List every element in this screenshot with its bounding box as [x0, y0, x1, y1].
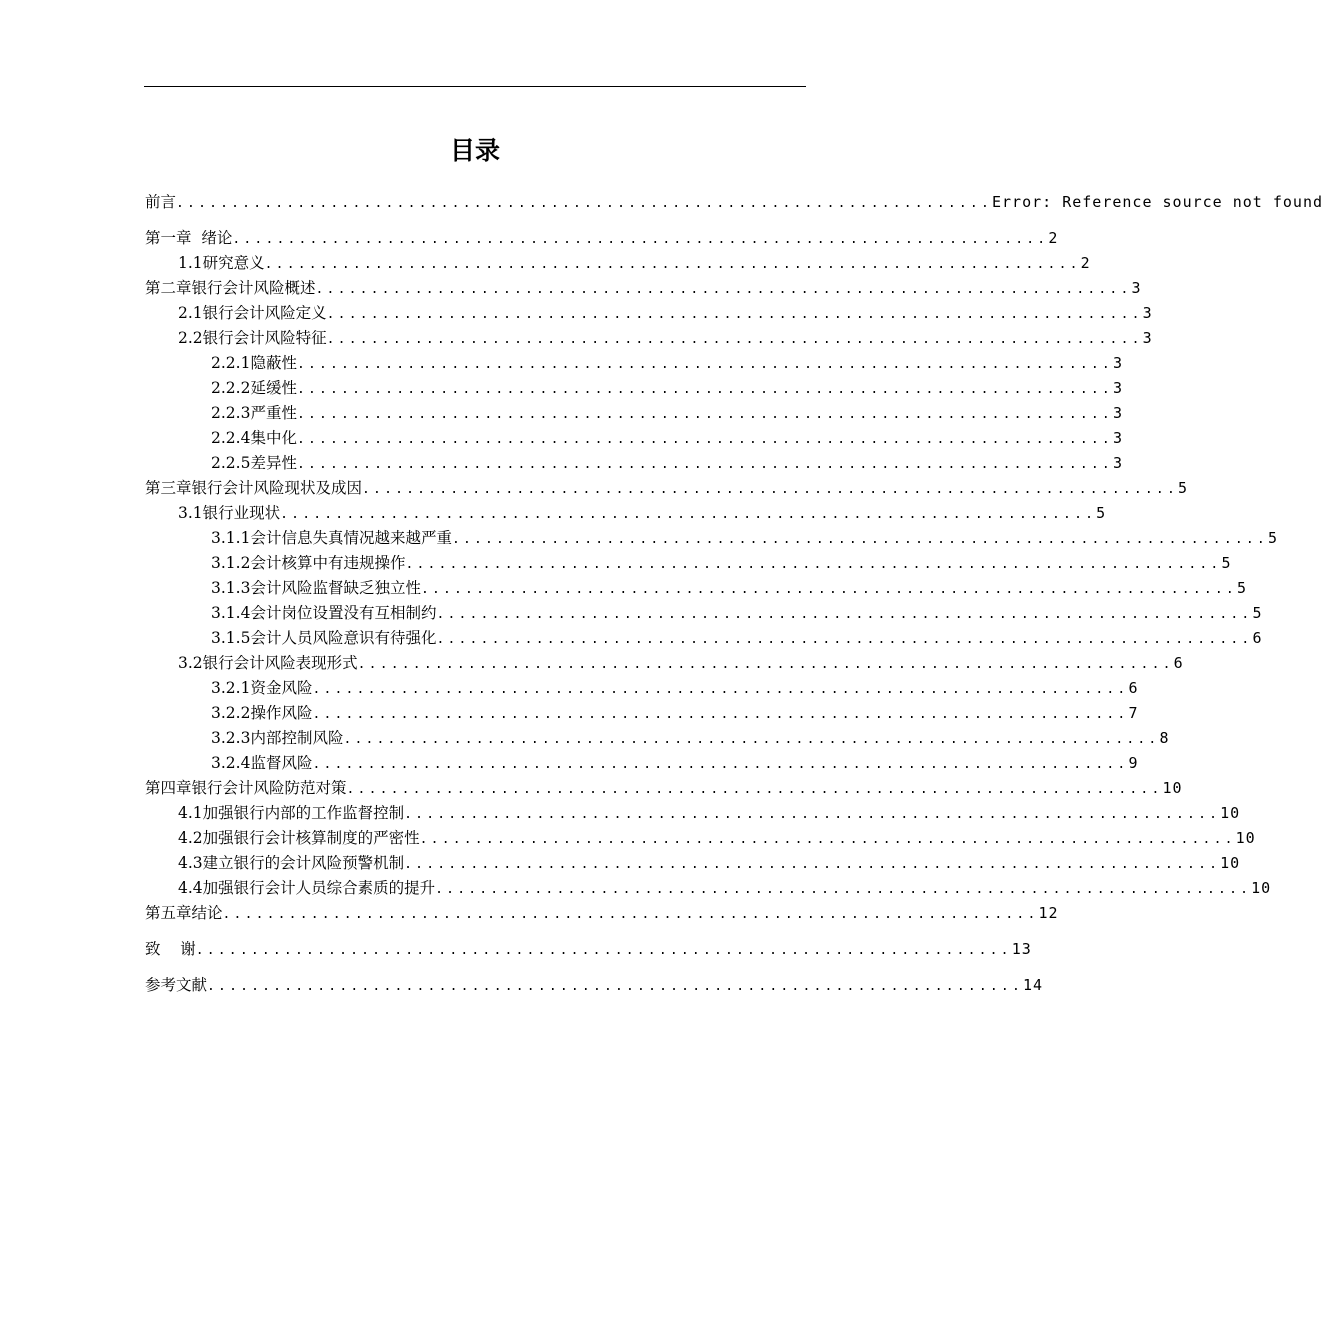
toc-entry-text: 4.3建立银行的会计风险预警机制	[178, 854, 405, 872]
toc-leader: ..........................................................................	[264, 257, 1081, 272]
toc-entry-text: 3.1.1会计信息失真情况越来越严重	[211, 529, 452, 547]
toc-entry[interactable]	[145, 726, 1170, 751]
toc-leader: ..........................................................................	[222, 907, 1039, 922]
toc-entry[interactable]	[145, 801, 1241, 826]
toc-entry[interactable]	[145, 451, 1123, 476]
toc-entry-page: 5	[1252, 604, 1263, 622]
toc-entry[interactable]	[145, 901, 1059, 926]
toc-entry-page: 5	[1236, 579, 1247, 597]
toc-entry-page: 5	[1178, 479, 1189, 497]
toc-entry-page: 13	[1011, 940, 1032, 958]
toc-entry-page: 5	[1096, 504, 1107, 522]
toc-leader: ..........................................................................	[207, 979, 1023, 994]
toc-entry[interactable]	[145, 826, 1256, 851]
toc-entry-page: 10	[1235, 829, 1256, 847]
toc-entry-text: 第四章银行会计风险防范对策	[145, 779, 347, 797]
toc-entry[interactable]	[145, 701, 1139, 726]
toc-leader: ..........................................................................	[195, 943, 1012, 958]
toc-entry-text: 致 谢	[145, 940, 196, 958]
toc-entry[interactable]	[145, 626, 1263, 651]
toc-entry-page: 3	[1142, 329, 1153, 347]
toc-entry-text: 2.2.1隐蔽性	[211, 354, 297, 372]
toc-entry[interactable]	[145, 226, 1059, 251]
toc-leader: ..........................................................................	[296, 382, 1113, 397]
toc-entry-text: 2.2.4集中化	[211, 429, 297, 447]
toc-entry-page: 2	[1080, 254, 1091, 272]
toc-entry-page: 3	[1112, 379, 1123, 397]
toc-entry[interactable]	[145, 576, 1247, 601]
toc-leader: ..........................................................................	[405, 557, 1222, 572]
toc-leader: ..........................................................................	[436, 632, 1253, 647]
toc-entry-text: 4.4加强银行会计人员综合素质的提升	[178, 879, 436, 897]
toc-entry-text: 3.2.4监督风险	[211, 754, 313, 772]
toc-entry[interactable]	[145, 526, 1278, 551]
toc-entry-text: 前言	[145, 193, 177, 211]
toc-leader: ..........................................................................	[404, 807, 1221, 822]
toc-entry-text: 2.2银行会计风险特征	[178, 329, 327, 347]
toc-entry[interactable]	[145, 676, 1139, 701]
toc-entry[interactable]	[145, 476, 1189, 501]
toc-entry[interactable]	[145, 190, 1323, 215]
toc-entry[interactable]	[145, 301, 1153, 326]
toc-entry-text: 3.1.5会计人员风险意识有待强化	[211, 629, 437, 647]
toc-entry-page: Error: Reference source not found	[992, 193, 1323, 211]
toc-leader: ..........................................................................	[435, 882, 1252, 897]
toc-entry-text: 3.1.3会计风险监督缺乏独立性	[211, 579, 421, 597]
toc-entry[interactable]	[145, 426, 1123, 451]
toc-leader: ..........................................................................	[326, 332, 1143, 347]
toc-entry-page: 2	[1048, 229, 1059, 247]
toc-leader: ..........................................................................	[312, 757, 1129, 772]
toc-entry-page: 6	[1173, 654, 1184, 672]
toc-entry-page: 3	[1131, 279, 1142, 297]
toc-entry[interactable]	[145, 973, 1044, 998]
toc-entry-text: 第三章银行会计风险现状及成因	[145, 479, 363, 497]
toc-entry-page: 8	[1159, 729, 1170, 747]
toc-entry-page: 3	[1112, 429, 1123, 447]
toc-entry-page: 6	[1252, 629, 1263, 647]
toc-entry-page: 9	[1128, 754, 1139, 772]
toc-leader: ..........................................................................	[312, 682, 1129, 697]
toc-entry-text: 2.2.3严重性	[211, 404, 297, 422]
toc-leader: ..........................................................................	[362, 482, 1178, 497]
toc-leader: ..........................................................................	[357, 657, 1174, 672]
toc-leader: ..........................................................................	[312, 707, 1129, 722]
toc-entry-page: 3	[1112, 354, 1123, 372]
toc-entry[interactable]	[145, 776, 1183, 801]
toc-entry-text: 第五章结论	[145, 904, 223, 922]
toc-entry-text: 2.2.2延缓性	[211, 379, 297, 397]
toc-leader: ..........................................................................	[296, 432, 1113, 447]
toc-entry-text: 第二章银行会计风险概述	[145, 279, 316, 297]
toc-leader: ..........................................................................	[315, 282, 1132, 297]
toc-entry[interactable]	[145, 851, 1241, 876]
toc-leader: ..........................................................................	[296, 457, 1113, 472]
toc-entry[interactable]	[145, 651, 1184, 676]
toc-leader: ..........................................................................	[420, 582, 1237, 597]
toc-entry-text: 3.1.2会计核算中有违规操作	[211, 554, 406, 572]
toc-entry-page: 10	[1162, 779, 1183, 797]
toc-entry-page: 12	[1038, 904, 1059, 922]
toc-entry[interactable]	[145, 601, 1263, 626]
toc-entry-text: 4.2加强银行会计核算制度的严密性	[178, 829, 420, 847]
toc-entry[interactable]	[145, 551, 1232, 576]
toc-leader: ..........................................................................	[296, 407, 1113, 422]
toc-entry-text: 第一章 绪论	[145, 229, 233, 247]
toc-leader: ..........................................................................	[346, 782, 1163, 797]
toc-leader: ..........................................................................	[326, 307, 1143, 322]
toc-leader: ..........................................................................	[404, 857, 1221, 872]
toc-entry-text: 3.1银行业现状	[178, 504, 281, 522]
toc-leader: ..........................................................................	[343, 732, 1160, 747]
page-title: 目录	[449, 136, 500, 165]
toc-entry-page: 6	[1128, 679, 1139, 697]
toc-entry[interactable]	[145, 751, 1139, 776]
toc-leader: ..........................................................................	[232, 232, 1049, 247]
toc-entry[interactable]	[145, 937, 1032, 962]
toc-entry-text: 2.2.5差异性	[211, 454, 297, 472]
toc-entry-text: 4.1加强银行内部的工作监督控制	[178, 804, 405, 822]
table-of-contents	[145, 190, 1323, 998]
toc-leader: ..........................................................................	[280, 507, 1097, 522]
toc-entry-page: 5	[1221, 554, 1232, 572]
header-rule	[144, 86, 806, 87]
toc-entry-page: 10	[1220, 804, 1241, 822]
toc-entry[interactable]	[145, 326, 1153, 351]
toc-entry[interactable]	[145, 276, 1142, 301]
toc-entry-text: 3.2.2操作风险	[211, 704, 313, 722]
toc-entry-page: 7	[1128, 704, 1139, 722]
toc-entry-text: 1.1研究意义	[178, 254, 265, 272]
toc-entry[interactable]	[145, 876, 1272, 901]
toc-entry-page: 10	[1251, 879, 1272, 897]
toc-entry-page: 3	[1112, 454, 1123, 472]
toc-entry-page: 3	[1112, 404, 1123, 422]
toc-leader: ..........................................................................	[176, 196, 992, 211]
toc-leader: ..........................................................................	[436, 607, 1253, 622]
toc-entry[interactable]	[145, 501, 1107, 526]
toc-leader: ..........................................................................	[451, 532, 1268, 547]
toc-entry[interactable]	[145, 376, 1123, 401]
toc-entry[interactable]	[145, 251, 1091, 276]
toc-entry-text: 参考文献	[145, 976, 208, 994]
toc-leader: ..........................................................................	[419, 832, 1236, 847]
toc-entry-page: 5	[1267, 529, 1278, 547]
toc-entry-page: 14	[1023, 976, 1044, 994]
toc-entry-text: 3.2.3内部控制风险	[211, 729, 344, 747]
toc-entry-page: 3	[1142, 304, 1153, 322]
toc-entry[interactable]	[145, 401, 1123, 426]
toc-entry-page: 10	[1220, 854, 1241, 872]
toc-entry-text: 3.2银行会计风险表现形式	[178, 654, 358, 672]
toc-entry-text: 3.2.1资金风险	[211, 679, 313, 697]
toc-entry[interactable]	[145, 351, 1123, 376]
toc-leader: ..........................................................................	[296, 357, 1113, 372]
toc-entry-text: 3.1.4会计岗位设置没有互相制约	[211, 604, 437, 622]
toc-entry-text: 2.1银行会计风险定义	[178, 304, 327, 322]
